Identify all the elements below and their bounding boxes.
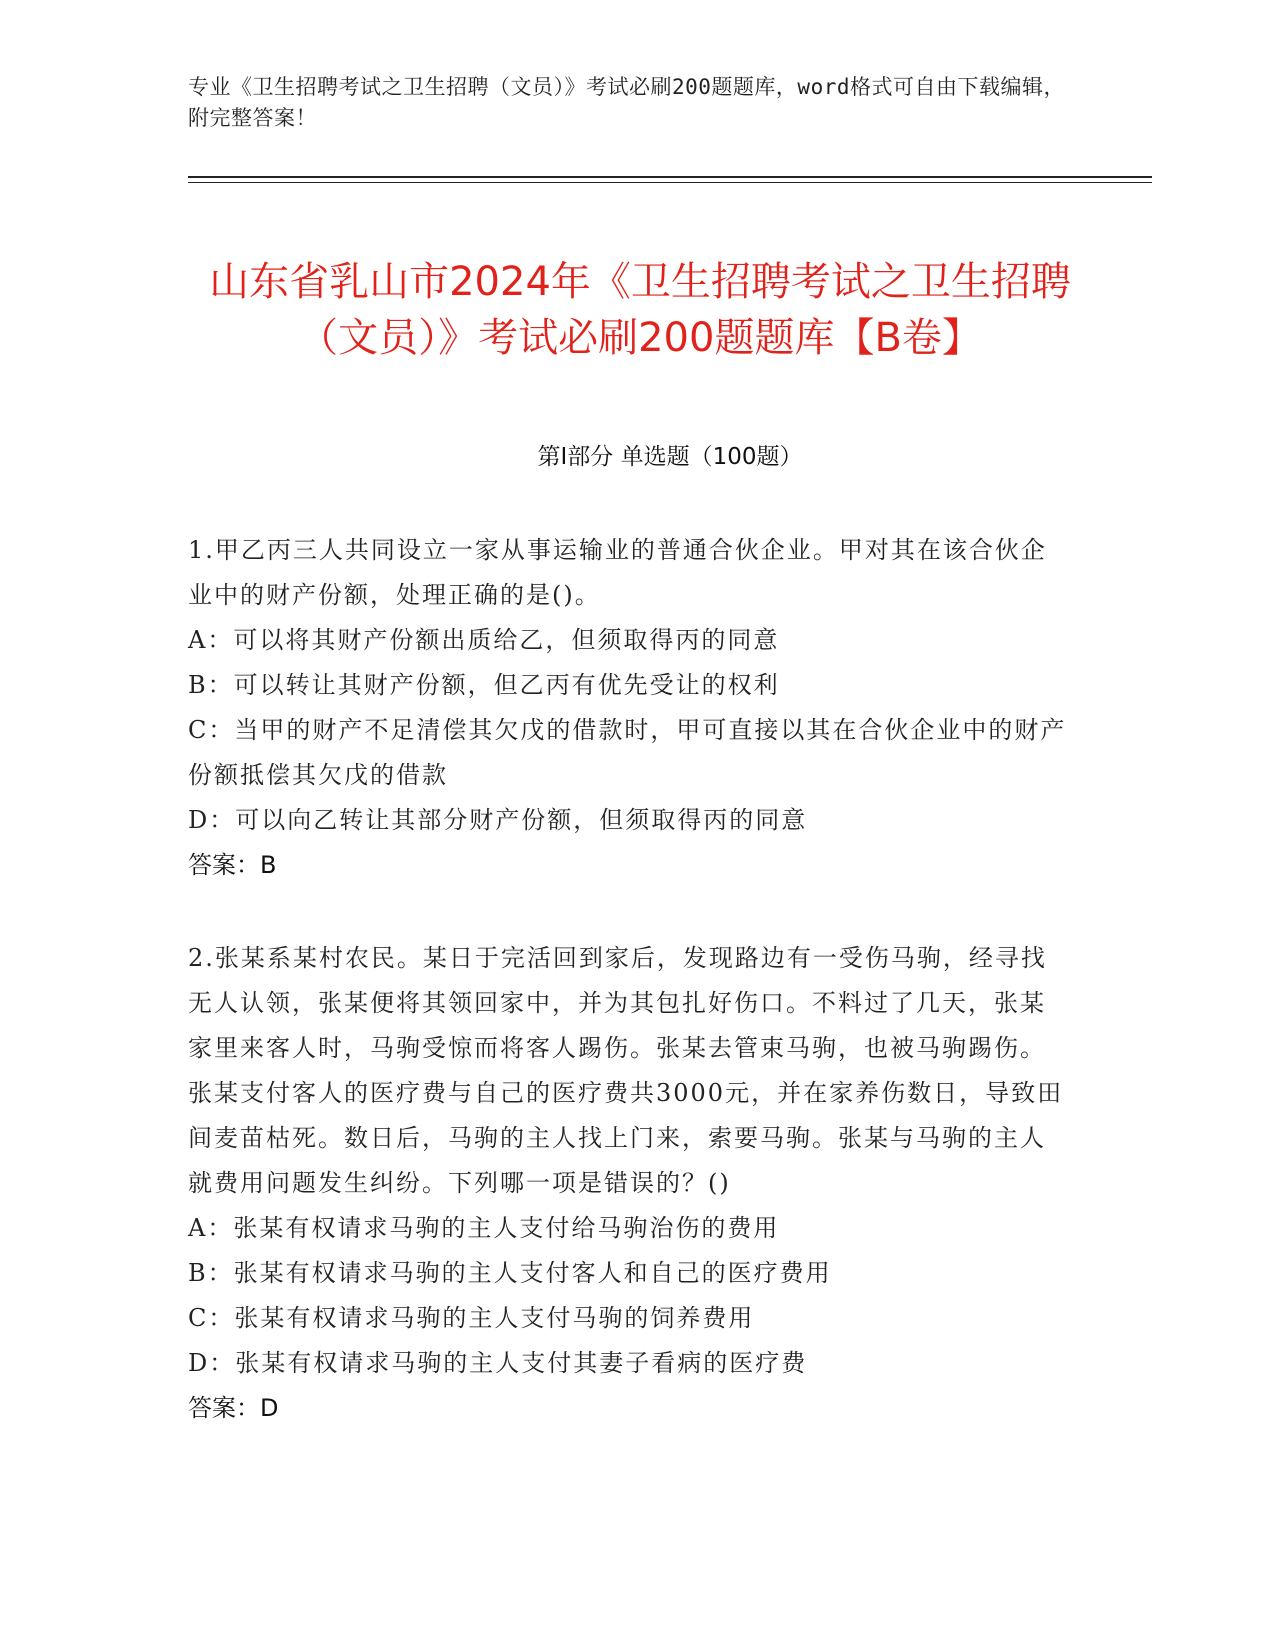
header-rule-thick: [188, 176, 1152, 178]
option-b: B：张某有权请求马驹的主人支付客人和自己的医疗费用: [188, 1259, 832, 1287]
question-1: [188, 528, 1068, 888]
option-c: C：张某有权请求马驹的主人支付马驹的饲养费用: [188, 1304, 755, 1332]
option-a: A：可以将其财产份额出质给乙，但须取得丙的同意: [188, 626, 780, 654]
question-stem: 1.甲乙丙三人共同设立一家从事运输业的普通合伙企业。甲对其在该合伙企业中的财产份额，处理正确的是()。: [188, 536, 1047, 609]
answer: 答案：B: [188, 851, 277, 879]
question-2: [188, 936, 1068, 1431]
option-b: B：可以转让其财产份额，但乙丙有优先受让的权利: [188, 671, 780, 699]
document-title: 山东省乳山市2024年《卫生招聘考试之卫生招聘（文员）》考试必刷200题题库【B卷】: [209, 258, 1071, 361]
option-d: D：可以向乙转让其部分财产份额，但须取得丙的同意: [188, 806, 808, 834]
question-stem: 2.张某系某村农民。某日于完活回到家后，发现路边有一受伤马驹，经寻找无人认领，张某便将其领回家中，并为其包扎好伤口。不料过了几天，张某家里来客人时，马驹受惊而将客人踢伤。张某去管束马驹，也被马驹踢伤。张某支付客人的医疗费与自己的医疗费共3000元，并在家养伤数日，导致田间麦苗枯死。数日后，马驹的主人找上门来，索要马驹。张某与马驹的主人就费用问题发生纠纷。下列哪一项是错误的？(): [188, 944, 1064, 1197]
answer: 答案：D: [188, 1394, 279, 1422]
section-title: 第Ⅰ部分 单选题（100题）: [537, 444, 803, 470]
header-note: 专业《卫生招聘考试之卫生招聘（文员）》考试必刷200题题库，word格式可自由下载编辑，附完整答案！: [188, 75, 1065, 130]
option-c: C：当甲的财产不足清偿其欠戊的借款时，甲可直接以其在合伙企业中的财产份额抵偿其欠戊的借款: [188, 716, 1067, 789]
header-rule-thin: [188, 182, 1152, 183]
option-a: A：张某有权请求马驹的主人支付给马驹治伤的费用: [188, 1214, 780, 1242]
option-d: D：张某有权请求马驹的主人支付其妻子看病的医疗费: [188, 1349, 808, 1377]
